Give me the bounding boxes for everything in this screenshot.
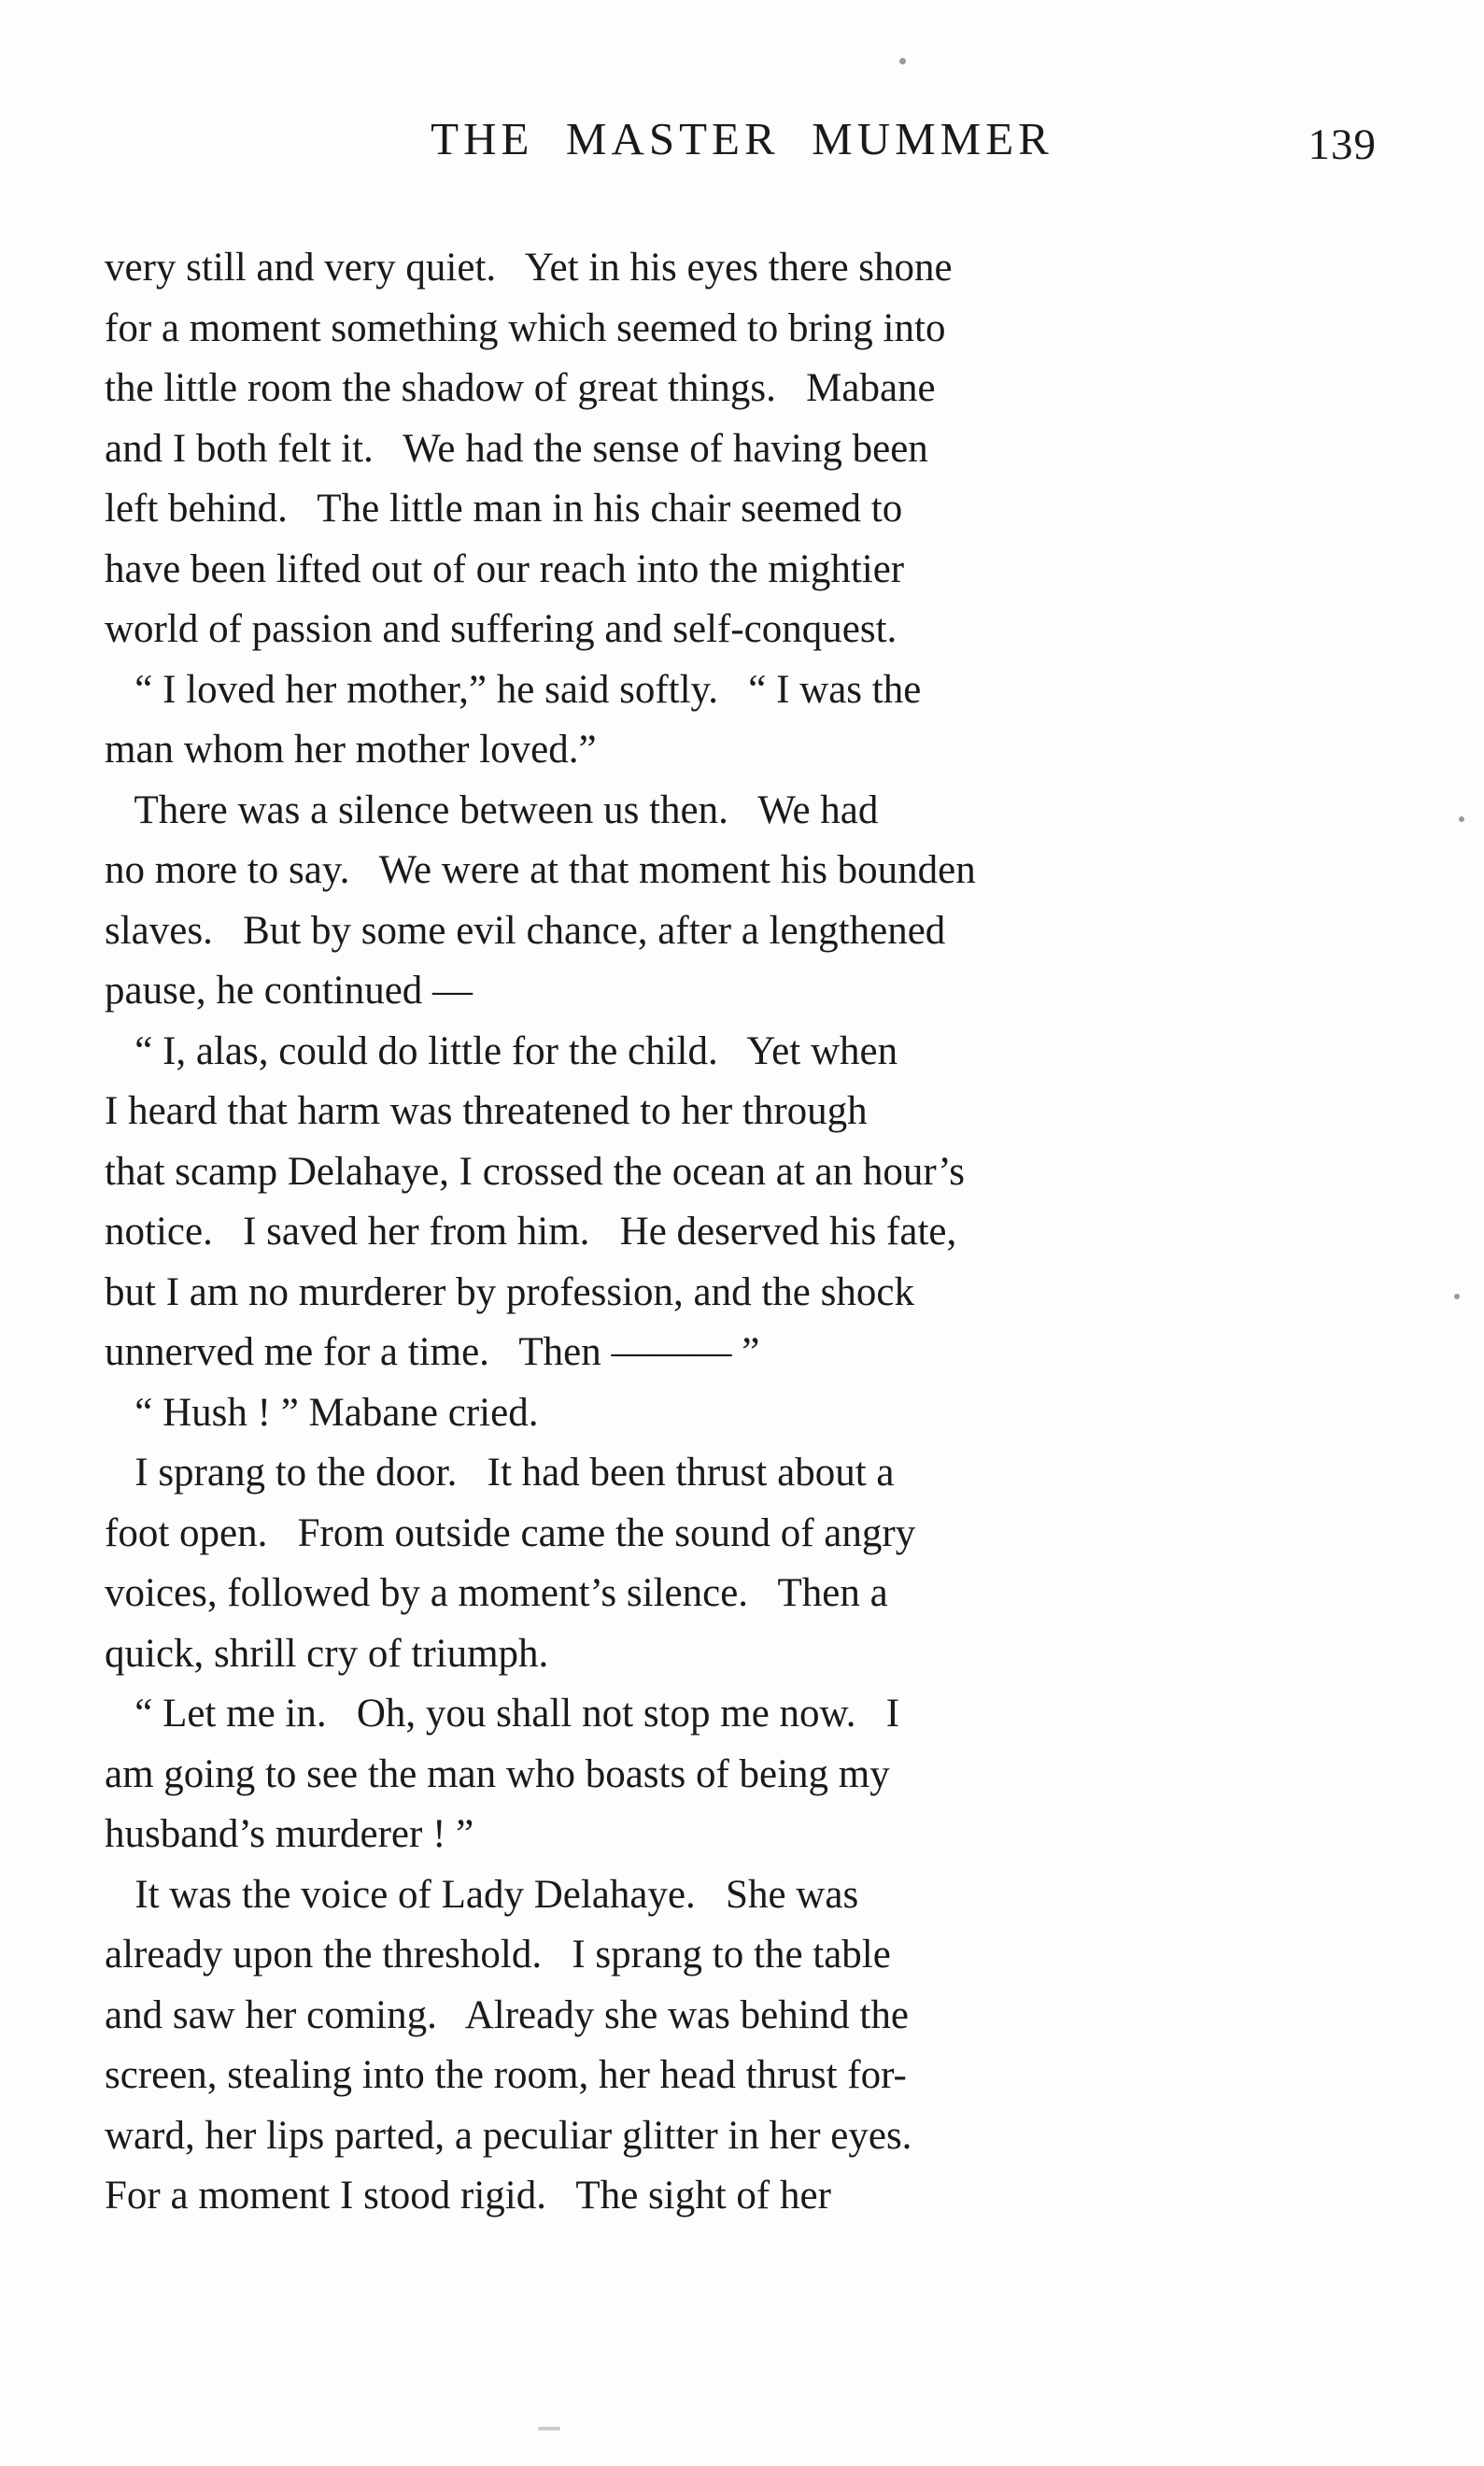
text-line: “ I loved her mother,” he said softly. “ I was the [105, 667, 922, 712]
text-line: There was a silence between us then. We had [105, 787, 879, 832]
text-line: notice. I saved her from him. He deserved his fate, [105, 1210, 957, 1254]
text-line: foot open. From outside came the sound of angry [105, 1510, 916, 1555]
scan-speck [1459, 816, 1464, 822]
scan-speck [899, 58, 906, 64]
text-line: pause, he continued — [105, 969, 473, 1013]
text-line: slaves. But by some evil chance, after a lengthened [105, 908, 946, 953]
text-line: “ I, alas, could do little for the child. Yet when [105, 1028, 898, 1073]
text-line: that scamp Delahaye, I crossed the ocean at an hour’s [105, 1149, 965, 1194]
scan-speck [1454, 1294, 1460, 1299]
page-body [105, 238, 1379, 2227]
text-line: very still and very quiet. Yet in his eyes there shone [105, 246, 953, 290]
text-line: have been lifted out of our reach into the mightier [105, 546, 905, 591]
text-line: and I both felt it. We had the sense of having been [105, 426, 928, 471]
running-title: THE MASTER MUMMER [431, 113, 1053, 164]
text-line: but I am no murderer by profession, and the shock [105, 1269, 914, 1314]
text-line: screen, stealing into the room, her head thrust for- [105, 2053, 907, 2097]
text-line: quick, shrill cry of triumph. [105, 1631, 549, 1676]
text-line: unnerved me for a time. Then ——— ” [105, 1330, 760, 1374]
text-line: the little room the shadow of great things. Mabane [105, 366, 936, 410]
text-line: and saw her coming. Already she was behind the [105, 1992, 909, 2037]
text-line: no more to say. We were at that moment his bounden [105, 848, 976, 892]
text-line: “ Let me in. Oh, you shall not stop me now. I [105, 1692, 900, 1736]
page-header [0, 112, 1484, 196]
text-line: ward, her lips parted, a peculiar glitter in her eyes. [105, 2113, 912, 2158]
text-line: am going to see the man who boasts of being my [105, 1751, 890, 1796]
text-line: voices, followed by a moment’s silence. Then a [105, 1571, 888, 1615]
text-line: For a moment I stood rigid. The sight of her [105, 2174, 831, 2218]
text-line: already upon the threshold. I sprang to the table [105, 1933, 891, 1977]
text-line: left behind. The little man in his chair seemed to [105, 487, 903, 531]
text-line: man whom her mother loved.” [105, 728, 597, 772]
text-line: “ Hush ! ” Mabane cried. [105, 1390, 539, 1435]
text-line: I sprang to the door. It had been thrust about a [105, 1451, 895, 1495]
text-line: It was the voice of Lady Delahaye. She was [105, 1872, 859, 1917]
page-number: 139 [1307, 120, 1377, 169]
text-line: world of passion and suffering and self-conquest. [105, 607, 897, 651]
text-line: I heard that harm was threatened to her through [105, 1089, 868, 1133]
scan-speck [538, 2427, 560, 2431]
text-line: husband’s murderer ! ” [105, 1812, 474, 1856]
text-line: for a moment something which seemed to bring into [105, 305, 946, 350]
